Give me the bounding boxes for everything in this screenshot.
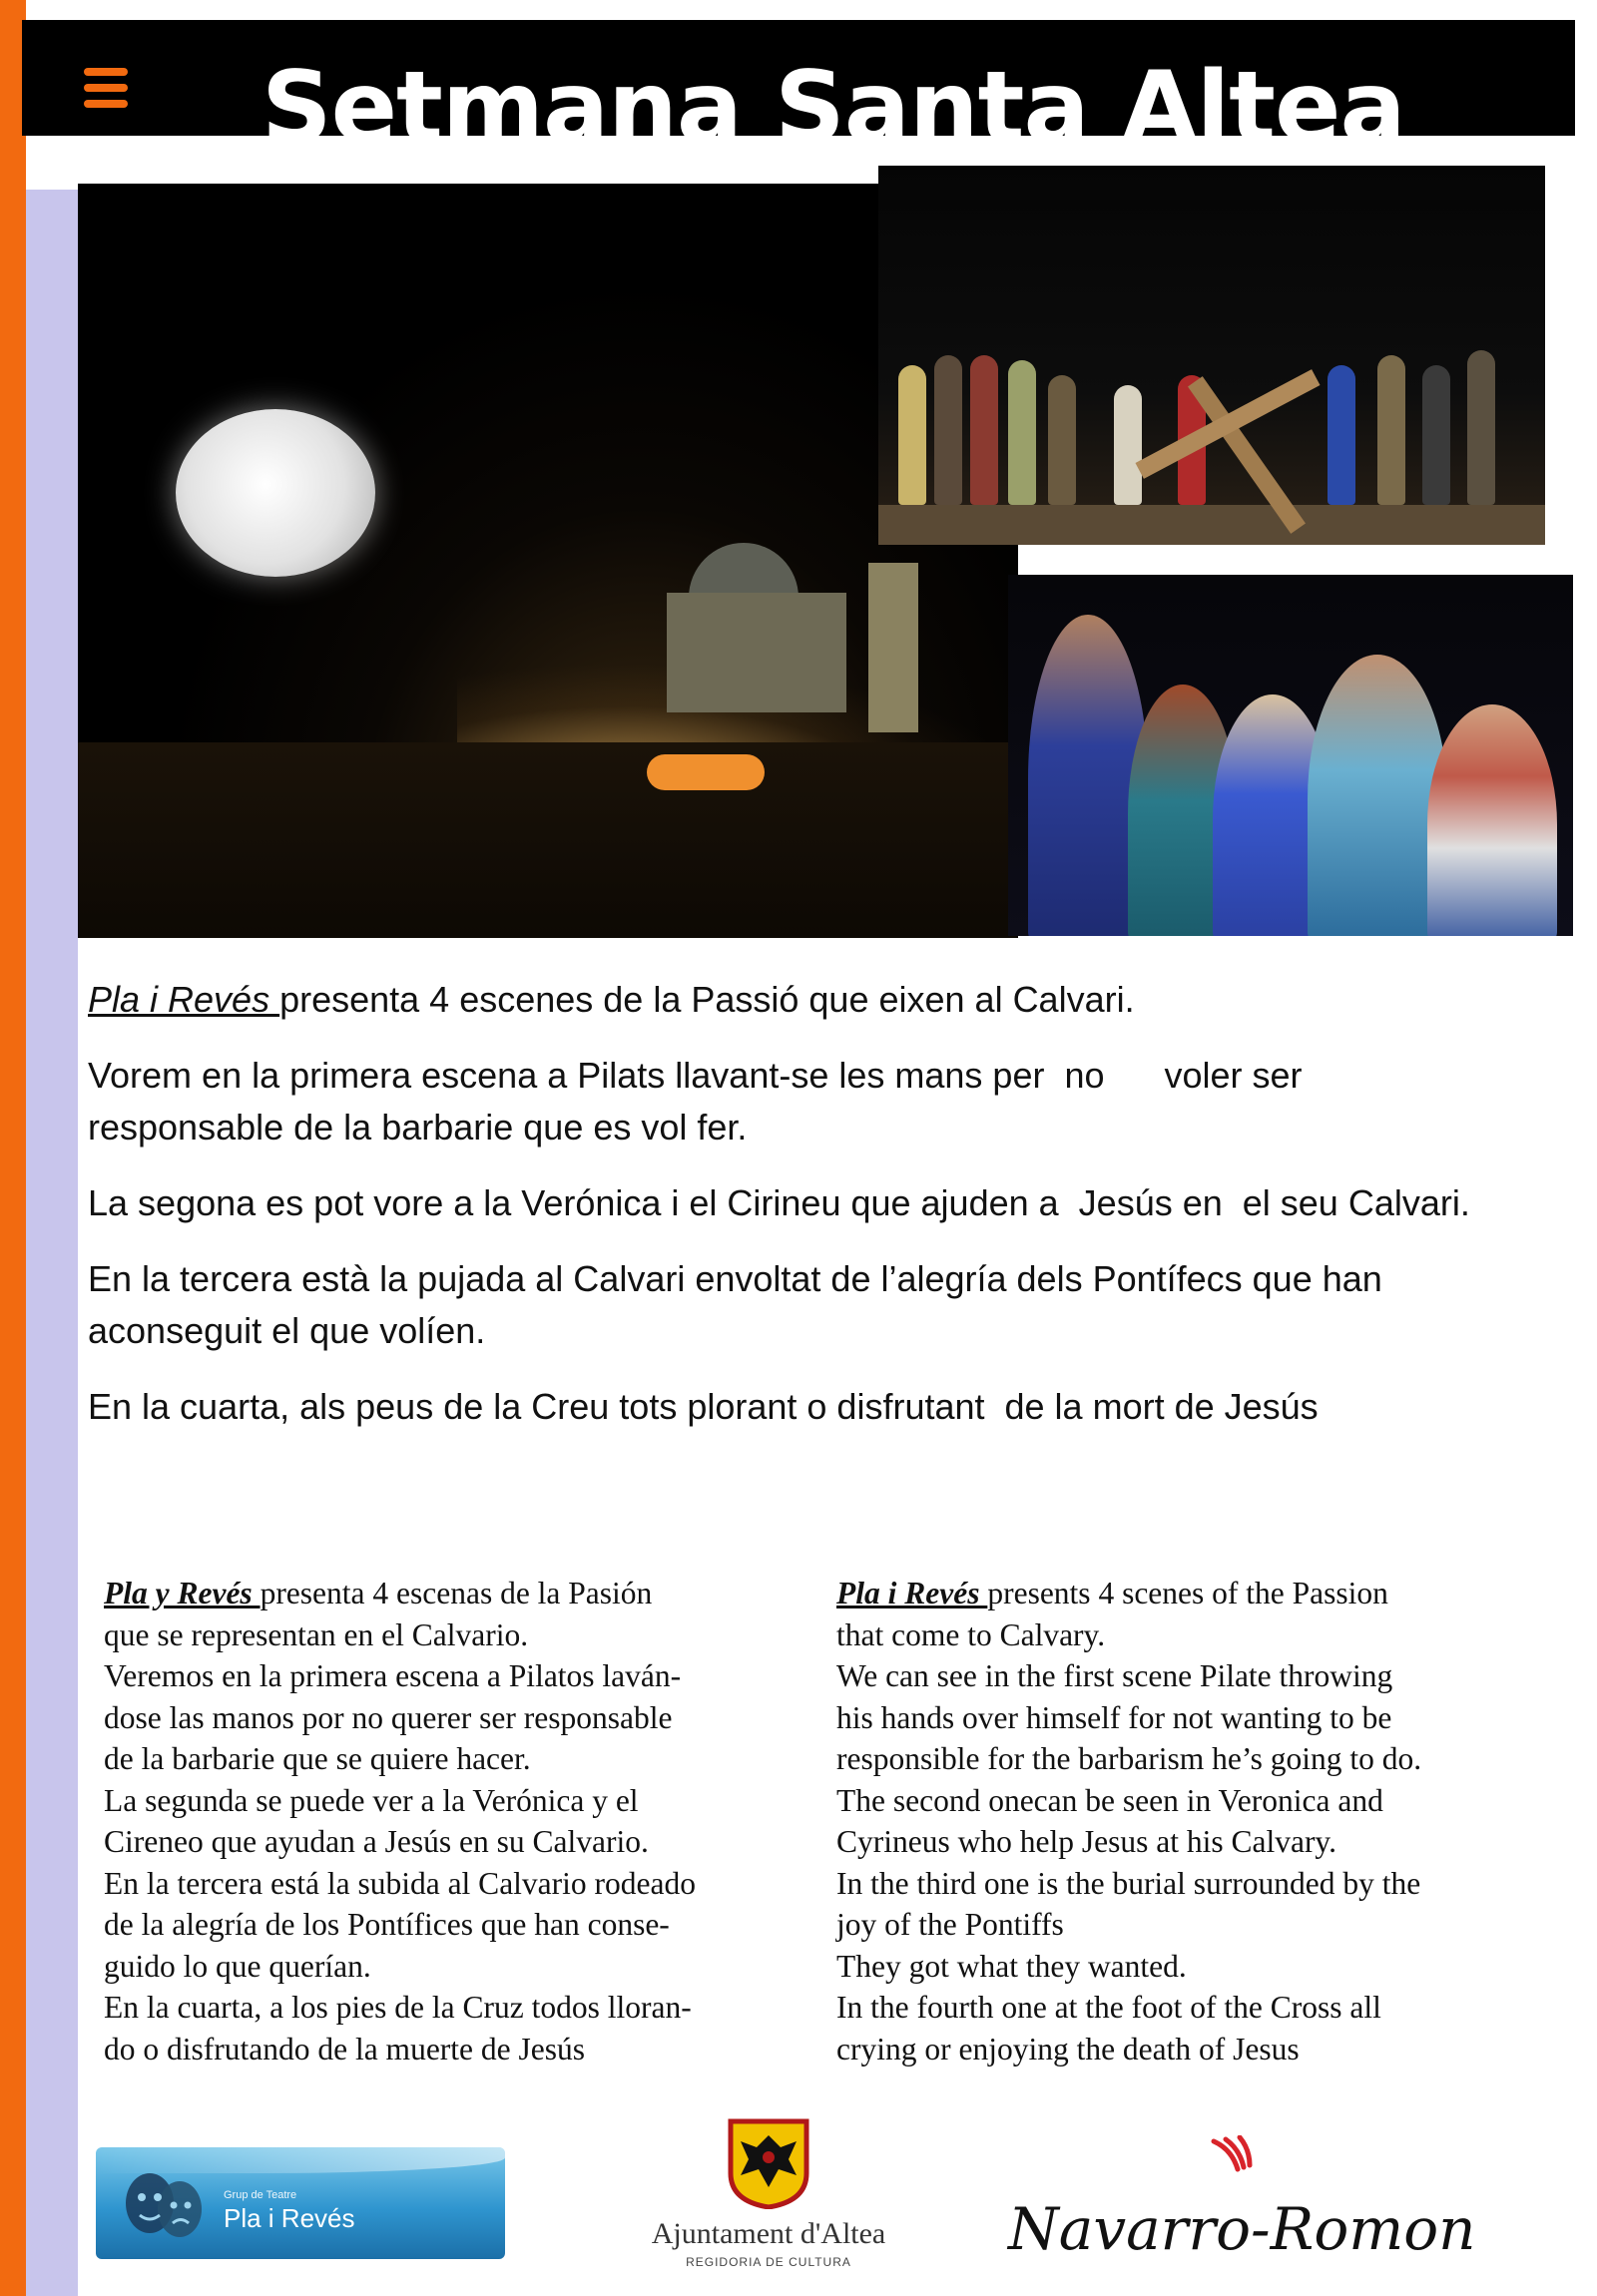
pla-y-reves-link[interactable]: Pla y Revés xyxy=(104,1576,261,1610)
catalan-paragraph-3: La segona es pot vore a la Verónica i el Cirineu que ajuden a Jesús en el seu Calvari. xyxy=(88,1182,1470,1223)
altea-coat-of-arms-icon xyxy=(727,2117,810,2209)
pla-i-reves-link-en[interactable]: Pla i Revés xyxy=(836,1576,988,1610)
page-header xyxy=(22,20,1575,165)
catalan-paragraph-4: En la tercera està la pujada al Calvari envoltat de l’alegría dels Pontífecs que han aconseguit el que volíen. xyxy=(88,1258,1382,1351)
pla-i-reves-logo[interactable]: Grup de Teatre Pla i Revés xyxy=(96,2147,505,2259)
actors-closeup-photo xyxy=(1008,575,1573,936)
navarro-romon-signature-logo[interactable]: Navarro-Romon xyxy=(1008,2135,1447,2285)
stage-scene-photo xyxy=(878,166,1545,545)
full-moon xyxy=(176,409,375,577)
hamburger-menu-icon[interactable] xyxy=(74,46,154,126)
ajuntament-altea-logo[interactable]: Ajuntament d'Altea REGIDORIA DE CULTURA xyxy=(639,2107,898,2279)
theatre-masks-icon xyxy=(116,2165,216,2245)
catalan-paragraph-2: Vorem en la primera escena a Pilats llavant-se les mans per no voler ser responsable de la barbarie que es vol fer. xyxy=(88,1055,1313,1148)
spanish-column: Pla y Revés presenta 4 escenas de la Pasión que se representan en el Calvario. Veremos en la primera escena a Pilatos laván- dose las manos por no querer ser responsable de la barbarie que se quiere hacer. La segunda se puede ver a la Verónica y el Cireneo que ayudan a Jesús en su Calvario. En la tercera está la subida al Calvario rodeado de la alegría de los Pontífices que han conse- guido lo que querían. En la cuarta, a los pies de la Cruz todos lloran- do o disfrutando de la muerte de Jesús xyxy=(104,1576,696,2066)
left-accent-bar xyxy=(0,0,26,2296)
catalan-paragraph-5: En la cuarta, als peus de la Creu tots plorant o disfrutant de la mort de Jesús xyxy=(88,1386,1319,1427)
english-column: Pla i Revés presents 4 scenes of the Passion that come to Calvary. We can see in the first scene Pilate throwing his hands over himself for not wanting to be responsible for the barbarism he’s going to do. The second onecan be seen in Veronica and Cyrineus who help Jesus at his Calvary. In the third one is the burial surrounded by the joy of the Pontiffs They got what they wanted. In the fourth one at the foot of the Cross all crying or enjoying the death of Jesus xyxy=(836,1576,1422,2066)
page-title: Setmana Santa Altea xyxy=(262,51,1405,165)
night-town-photo xyxy=(78,184,1018,938)
catalan-intro: Pla i Revés presenta 4 escenes de la Passió que eixen al Calvari. xyxy=(88,979,1135,1020)
left-sidebar-strip xyxy=(26,190,78,2296)
pla-i-reves-link[interactable]: Pla i Revés xyxy=(88,979,280,1020)
red-feather-icon xyxy=(1208,2135,1268,2175)
catalan-text xyxy=(88,974,1485,1457)
